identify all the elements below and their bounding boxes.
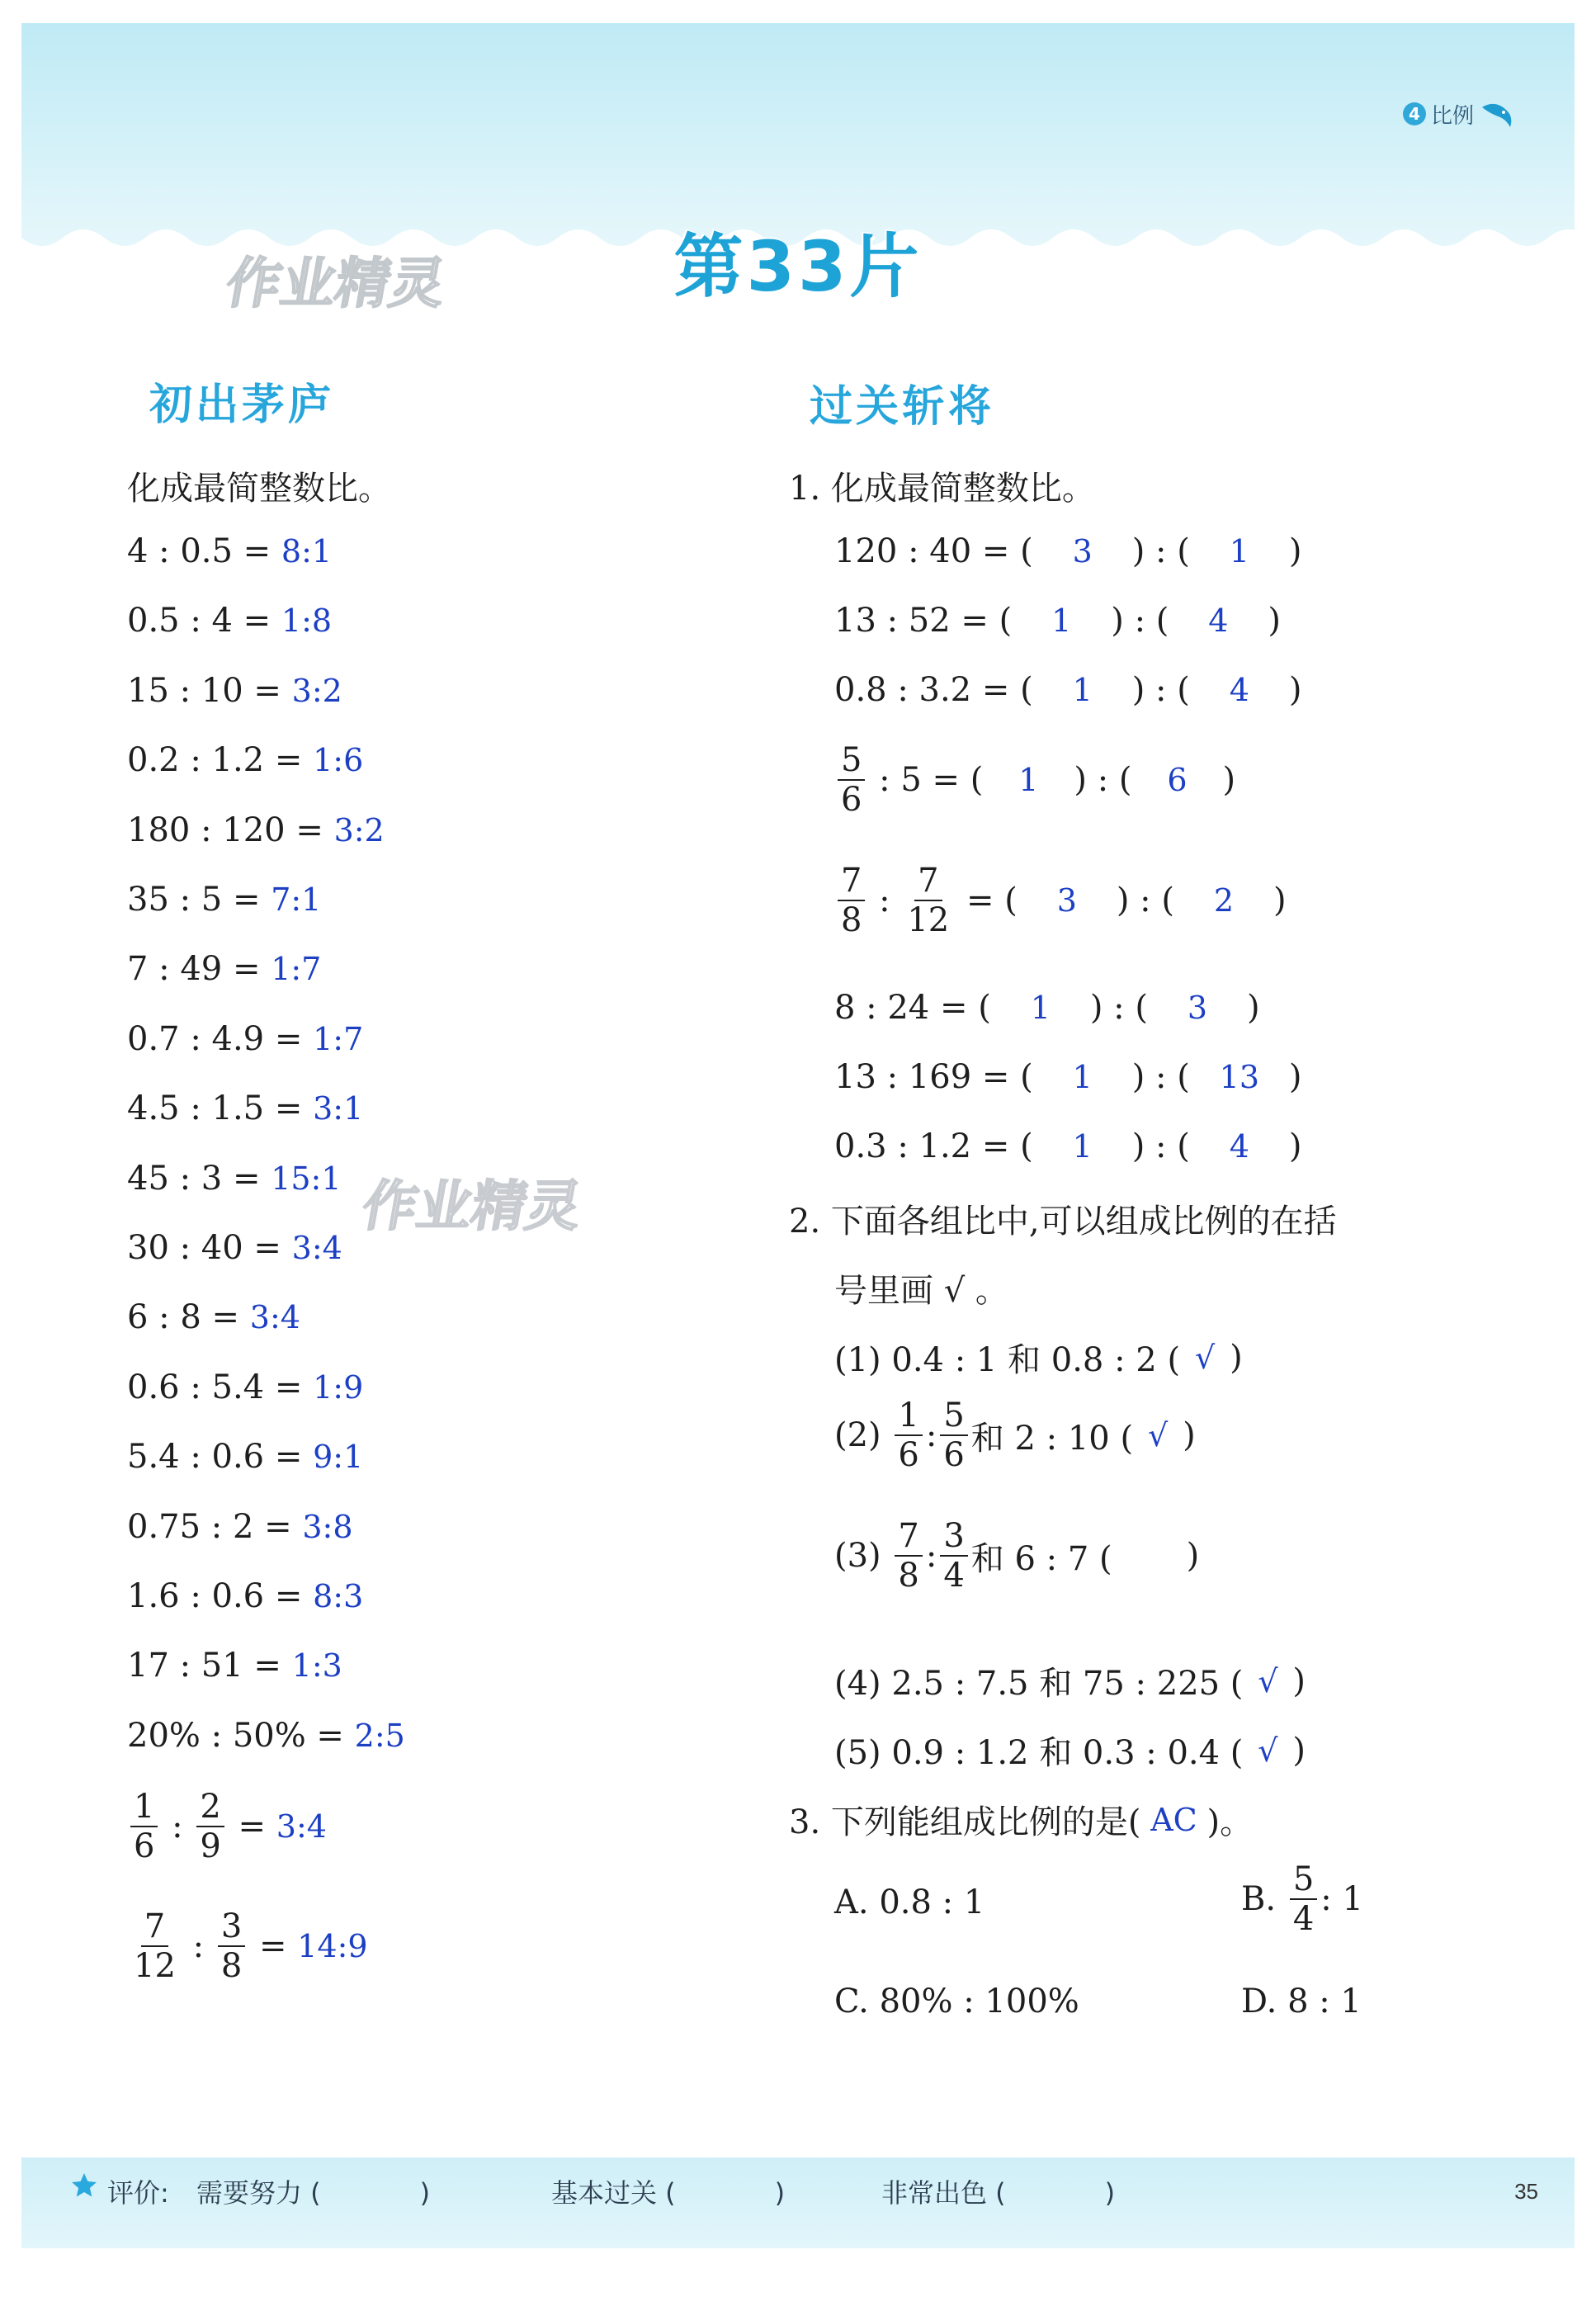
q2-item-3: (3) $\frac{7}{8}$ : $\frac{3}{4}$ 和 6 : 7 ( )	[834, 1517, 1200, 1595]
q2-label-line1: 2. 下面各组比中,可以组成比例的在括	[789, 1203, 1337, 1241]
q1-row: 120 : 40 = ( 3 ) : ( 1 )	[834, 532, 1302, 570]
answer: AC	[1150, 1801, 1197, 1838]
question-text: 45 : 3 =	[127, 1159, 261, 1198]
answer: 15:1	[271, 1160, 342, 1197]
q1-row: 13 : 169 = ( 1 ) : ( 13 )	[834, 1058, 1302, 1096]
question-text: 0.6 : 5.4 =	[127, 1368, 303, 1406]
q1-frac-row-1: $\frac{5}{6}$ : 5 = ( 1 ) : ( 6 )	[834, 743, 1235, 817]
left-exercise-row	[127, 1160, 342, 1198]
left-exercise-row	[127, 1368, 363, 1406]
answer: 14:9	[297, 1928, 368, 1964]
answer: 1:7	[313, 1020, 364, 1057]
answer: 9:1	[313, 1439, 364, 1476]
question-text: 4.5 : 1.5 =	[127, 1089, 303, 1128]
answer: 1	[1229, 533, 1249, 569]
rating-label: 评价:	[107, 2177, 169, 2209]
left-exercise-row	[127, 811, 385, 849]
answer: 1:3	[291, 1647, 342, 1685]
question-text: 180 : 120 =	[127, 811, 323, 849]
question-text: 6 : 8 =	[127, 1298, 240, 1337]
left-exercise-row	[127, 1717, 405, 1755]
answer: 1	[1051, 603, 1072, 639]
left-exercise-row	[127, 1577, 363, 1615]
answer: 3:8	[302, 1508, 353, 1545]
question-text: 0.75 : 2 =	[127, 1507, 292, 1546]
q3-label: 3. 下列能组成比例的是( AC )。	[789, 1801, 1254, 1841]
chapter-tag	[1403, 96, 1517, 132]
left-instruction: 化成最简整数比。	[127, 470, 391, 508]
answer: 1:7	[271, 951, 322, 988]
q1-row: 0.8 : 3.2 = ( 1 ) : ( 4 )	[834, 671, 1302, 709]
question-text: 35 : 5 =	[127, 881, 261, 919]
left-exercise-row	[127, 1298, 300, 1336]
q1-row: 0.3 : 1.2 = ( 1 ) : ( 4 )	[834, 1127, 1302, 1165]
chapter-number-badge: 4	[1403, 102, 1426, 125]
watermark: 作业精灵	[357, 1174, 587, 1238]
q2-item-2: (2) $\frac{1}{6}$ : $\frac{5}{6}$ 和 2 : 10 ( √ )	[834, 1397, 1196, 1474]
answer: 4	[1208, 603, 1229, 639]
answer: 8:1	[281, 533, 333, 569]
answer: 13	[1219, 1059, 1259, 1095]
question-text: 0.7 : 4.9 =	[127, 1019, 303, 1058]
question-text: 4 : 0.5 =	[127, 532, 272, 570]
page-number: 35	[1514, 2179, 1538, 2204]
answer: 1	[1072, 1128, 1093, 1165]
q3-option-b: B. $\frac{5}{4}$ : 1	[1241, 1860, 1363, 1938]
answer: 3:4	[291, 1230, 342, 1266]
answer: 1	[1018, 762, 1039, 798]
rating-option-needs-effort[interactable]: 需要努力 ( )	[196, 2177, 431, 2209]
question-text: 30 : 40 =	[127, 1229, 281, 1267]
left-frac-row-2: $\frac{7}{12}$ : $\frac{3}{8}$ = 14:9	[134, 1907, 368, 1985]
question-text: 1.6 : 0.6 =	[127, 1577, 303, 1615]
q2-label-line2: 号里画 √ 。	[834, 1272, 1008, 1310]
q2-item-5: (5) 0.9 : 1.2 和 0.3 : 0.4 ( √ )	[834, 1731, 1306, 1772]
question-text: 20% : 50% =	[127, 1716, 344, 1755]
answer: 1:9	[313, 1368, 364, 1406]
left-exercise-row	[127, 1508, 353, 1546]
left-exercise-row	[127, 1647, 342, 1685]
q3-option-a: A. 0.8 : 1	[834, 1883, 985, 1921]
page-title: 第33片	[673, 226, 923, 307]
left-exercise-row	[127, 741, 363, 779]
answer: 4	[1229, 672, 1249, 708]
q3-option-c: C. 80% : 100%	[834, 1983, 1079, 2020]
q1-row: 8 : 24 = ( 1 ) : ( 3 )	[834, 989, 1260, 1027]
q1-row: 13 : 52 = ( 1 ) : ( 4 )	[834, 602, 1281, 640]
star-icon	[69, 2171, 99, 2200]
answer: 6	[1167, 762, 1188, 798]
left-exercise-row	[127, 602, 332, 640]
fish-icon	[1479, 96, 1517, 132]
answer: 3:2	[333, 811, 385, 848]
chapter-name: 比例	[1430, 103, 1474, 129]
answer: 4	[1229, 1128, 1249, 1165]
answer: 3	[1187, 990, 1208, 1026]
check-mark: √	[1258, 1662, 1278, 1699]
rating-option-basic-pass[interactable]: 基本过关 ( )	[551, 2177, 786, 2209]
q2-item-4: (4) 2.5 : 7.5 和 75 : 225 ( √ )	[834, 1661, 1306, 1703]
watermark: 作业精灵	[221, 252, 451, 315]
check-mark: √	[1258, 1732, 1278, 1769]
answer: 3	[1072, 533, 1093, 569]
rating-option-excellent[interactable]: 非常出色 ( )	[881, 2177, 1116, 2209]
section-heading-right: 过关斩将	[810, 382, 995, 432]
left-exercise-row	[127, 1089, 363, 1127]
left-exercise-row	[127, 672, 342, 710]
answer: 1	[1030, 990, 1051, 1026]
question-text: 17 : 51 =	[127, 1647, 281, 1685]
answer: 1	[1072, 1059, 1093, 1095]
left-exercise-row	[127, 1020, 363, 1058]
workbook-page	[21, 23, 1575, 2301]
answer: 3:1	[313, 1090, 364, 1127]
section-heading-left: 初出茅庐	[149, 380, 335, 430]
answer: 3:4	[276, 1808, 327, 1845]
left-frac-row-1: $\frac{1}{6}$ : $\frac{2}{9}$ = 3:4	[127, 1789, 327, 1864]
answer: 3:4	[249, 1299, 300, 1336]
q1-frac-row-2: $\frac{7}{8}$ : $\frac{7}{12}$ = ( 3 ) : ( 2 )	[834, 863, 1287, 938]
answer: 1	[1072, 672, 1093, 708]
left-exercise-row	[127, 532, 332, 570]
question-text: 7 : 49 =	[127, 950, 261, 989]
question-text: 5.4 : 0.6 =	[127, 1438, 303, 1477]
left-exercise-row	[127, 1229, 342, 1267]
q2-item-1: (1) 0.4 : 1 和 0.8 : 2 ( √ )	[834, 1338, 1243, 1379]
check-mark: √	[1147, 1417, 1169, 1453]
left-exercise-row	[127, 950, 321, 988]
answer: 8:3	[313, 1578, 364, 1614]
answer: 1:6	[313, 742, 364, 779]
left-exercise-row	[127, 881, 321, 919]
answer: 2	[1213, 882, 1235, 919]
answer: 2:5	[354, 1717, 405, 1754]
question-text: 0.2 : 1.2 =	[127, 741, 303, 780]
answer: 1:8	[281, 603, 333, 640]
left-exercise-row	[127, 1438, 363, 1476]
q3-option-d: D. 8 : 1	[1241, 1983, 1362, 2020]
answer: 3:2	[291, 672, 342, 709]
q1-label: 1. 化成最简整数比。	[789, 470, 1095, 508]
question-text: 0.5 : 4 =	[127, 602, 272, 640]
answer: 7:1	[271, 881, 322, 918]
question-text: 15 : 10 =	[127, 671, 281, 710]
answer: 3	[1056, 882, 1077, 919]
check-mark: √	[1194, 1339, 1216, 1376]
